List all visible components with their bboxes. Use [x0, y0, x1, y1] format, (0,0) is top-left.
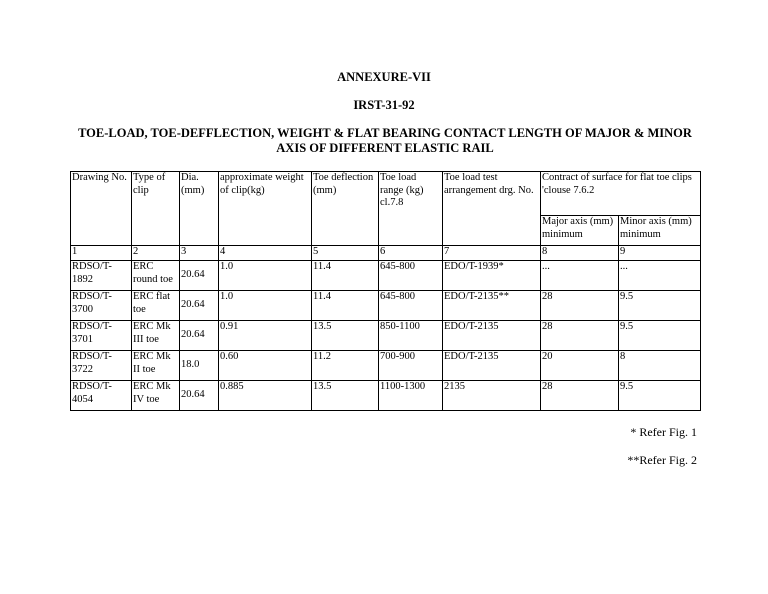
header-row [71, 172, 701, 216]
col-number: 3 [180, 246, 219, 261]
cell-clip-type: ERC Mk IV toe [132, 381, 180, 411]
annexure-heading: ANNEXURE-VII [337, 70, 431, 84]
header-major-axis: Major axis (mm) minimum [541, 216, 619, 246]
standard-code: IRST-31-92 [353, 98, 415, 112]
col-number: 5 [312, 246, 379, 261]
cell-deflection: 11.4 [312, 261, 379, 291]
header-contact-surface: Contract of surface for flat toe clips 'clouse 7.6.2 [541, 172, 701, 216]
header-weight: approximate weight of clip(kg) [219, 172, 312, 246]
header-toe-load-range: Toe load range (kg) cl.7.8 [379, 172, 443, 246]
col-number: 8 [541, 246, 619, 261]
col-number: 1 [71, 246, 132, 261]
specification-table [70, 171, 701, 411]
cell-test-arrangement: EDO/T-2135** [443, 291, 541, 321]
cell-toe-load: 700-900 [379, 351, 443, 381]
cell-test-arrangement: EDO/T-2135 [443, 321, 541, 351]
cell-drawing-no: RDSO/T-3701 [71, 321, 132, 351]
table-row [71, 261, 701, 291]
header-test-arrangement: Toe load test arrangement drg. No. [443, 172, 541, 246]
col-number: 4 [219, 246, 312, 261]
col-number: 7 [443, 246, 541, 261]
cell-deflection: 13.5 [312, 381, 379, 411]
cell-major-axis: 28 [541, 381, 619, 411]
cell-deflection: 11.4 [312, 291, 379, 321]
table-row [71, 321, 701, 351]
header-drawing-no: Drawing No. [71, 172, 132, 246]
cell-weight: 1.0 [219, 291, 312, 321]
header-toe-deflection: Toe deflection (mm) [312, 172, 379, 246]
cell-clip-type: ERC round toe [132, 261, 180, 291]
cell-drawing-no: RDSO/T-4054 [71, 381, 132, 411]
document-title: TOE-LOAD, TOE-DEFFLECTION, WEIGHT & FLAT BEARING CONTACT LENGTH OF MAJOR & MINOR AXIS OF DIFFERENT ELASTIC RAIL [78, 126, 692, 155]
cell-toe-load: 645-800 [379, 291, 443, 321]
cell-major-axis: 28 [541, 321, 619, 351]
cell-major-axis: 20 [541, 351, 619, 381]
footnote-fig-2: **Refer Fig. 2 [627, 453, 697, 467]
table-row [71, 351, 701, 381]
cell-dia: 18.0 [180, 351, 219, 381]
cell-toe-load: 645-800 [379, 261, 443, 291]
header-type-of-clip: Type of clip [132, 172, 180, 246]
cell-toe-load: 850-1100 [379, 321, 443, 351]
cell-test-arrangement: EDO/T-1939* [443, 261, 541, 291]
cell-weight: 1.0 [219, 261, 312, 291]
column-number-row [71, 246, 701, 261]
cell-minor-axis: 9.5 [619, 321, 701, 351]
cell-drawing-no: RDSO/T-3700 [71, 291, 132, 321]
header-minor-axis: Minor axis (mm) minimum [619, 216, 701, 246]
cell-drawing-no: RDSO/T-3722 [71, 351, 132, 381]
cell-deflection: 11.2 [312, 351, 379, 381]
cell-weight: 0.885 [219, 381, 312, 411]
footnote-fig-1: * Refer Fig. 1 [630, 425, 697, 439]
cell-test-arrangement: EDO/T-2135 [443, 351, 541, 381]
table-row [71, 291, 701, 321]
col-number: 6 [379, 246, 443, 261]
cell-major-axis: 28 [541, 291, 619, 321]
cell-dia: 20.64 [180, 321, 219, 351]
cell-weight: 0.91 [219, 321, 312, 351]
cell-weight: 0.60 [219, 351, 312, 381]
cell-drawing-no: RDSO/T-1892 [71, 261, 132, 291]
cell-toe-load: 1100-1300 [379, 381, 443, 411]
col-number: 9 [619, 246, 701, 261]
cell-deflection: 13.5 [312, 321, 379, 351]
cell-minor-axis: ... [619, 261, 701, 291]
cell-minor-axis: 9.5 [619, 381, 701, 411]
cell-minor-axis: 8 [619, 351, 701, 381]
cell-dia: 20.64 [180, 381, 219, 411]
col-number: 2 [132, 246, 180, 261]
cell-major-axis: ... [541, 261, 619, 291]
table-row [71, 381, 701, 411]
header-dia: Dia. (mm) [180, 172, 219, 246]
cell-clip-type: ERC Mk II toe [132, 351, 180, 381]
cell-dia: 20.64 [180, 291, 219, 321]
cell-clip-type: ERC Mk III toe [132, 321, 180, 351]
cell-test-arrangement: 2135 [443, 381, 541, 411]
cell-minor-axis: 9.5 [619, 291, 701, 321]
cell-clip-type: ERC flat toe [132, 291, 180, 321]
cell-dia: 20.64 [180, 261, 219, 291]
